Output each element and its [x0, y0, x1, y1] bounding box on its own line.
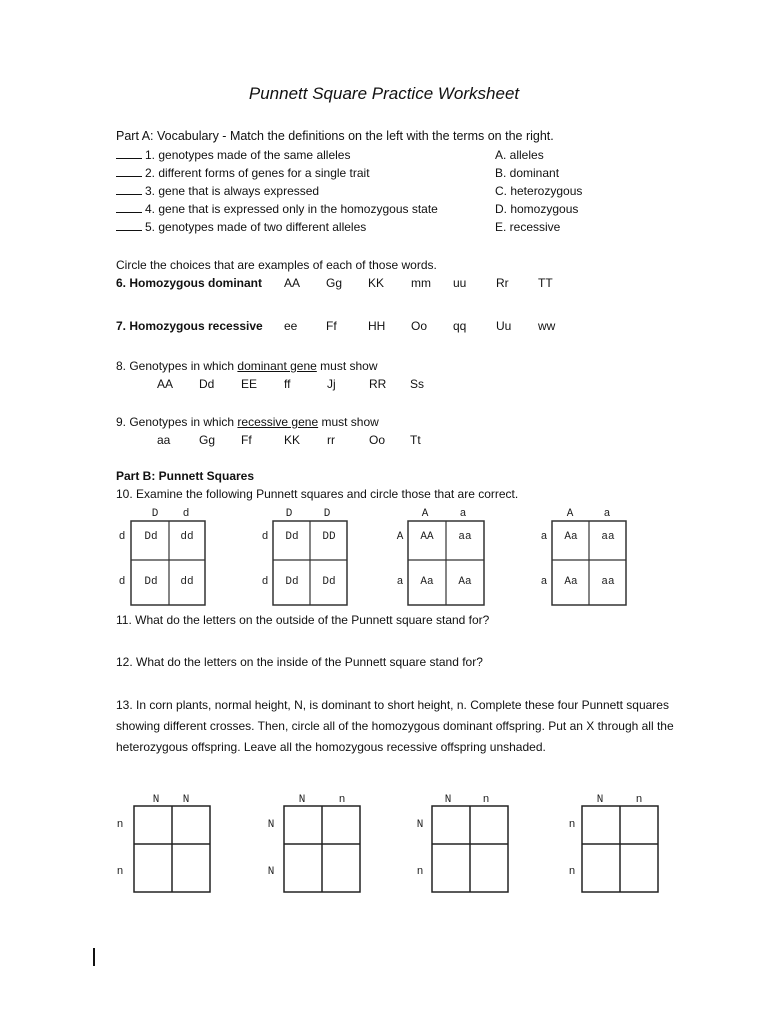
choice[interactable]: ww	[538, 319, 556, 333]
definition: 2. different forms of genes for a single trait	[145, 166, 370, 180]
question-13-line-3: heterozygous offspring. Leave all the homozygous recessive offspring unshaded.	[116, 740, 546, 754]
cell-genotype: Aa	[564, 531, 578, 543]
choice[interactable]: mm	[411, 276, 431, 290]
cell-genotype: AA	[420, 531, 434, 543]
side-allele: a	[540, 576, 548, 588]
question-12: 12. What do the letters on the inside of the Punnett square stand for?	[116, 655, 483, 669]
question-11: 11. What do the letters on the outside of the Punnett square stand for?	[116, 613, 490, 627]
top-allele: N	[152, 794, 160, 806]
side-allele: a	[396, 576, 404, 588]
choice[interactable]: Oo	[411, 319, 428, 333]
top-allele: n	[635, 794, 643, 806]
question-underline: dominant gene	[237, 359, 317, 373]
side-allele: d	[261, 531, 269, 543]
top-allele: D	[151, 508, 159, 520]
choice[interactable]: RR	[369, 377, 387, 391]
choice[interactable]: uu	[453, 276, 467, 290]
question-text: must show	[316, 359, 378, 373]
top-allele: N	[298, 794, 306, 806]
choice[interactable]: ff	[284, 377, 291, 391]
top-allele: N	[596, 794, 604, 806]
top-allele: a	[603, 508, 611, 520]
answer-blank[interactable]	[116, 202, 144, 216]
definition: 5. genotypes made of two different alleles	[145, 220, 367, 234]
cell-genotype: Dd	[144, 531, 158, 543]
side-allele: A	[396, 531, 404, 543]
side-allele: n	[116, 866, 124, 878]
top-allele: d	[182, 508, 190, 520]
choice[interactable]: AA	[157, 377, 174, 391]
side-allele: n	[116, 819, 124, 831]
choice[interactable]: EE	[241, 377, 258, 391]
punnett-square-1[interactable]	[116, 504, 216, 609]
choice[interactable]: Dd	[199, 377, 215, 391]
choice[interactable]: Rr	[496, 276, 509, 290]
cell-genotype: Aa	[458, 576, 472, 588]
top-allele: A	[421, 508, 429, 520]
term: A. alleles	[495, 148, 544, 162]
blank-punnett-square-3[interactable]	[410, 790, 520, 905]
choice[interactable]: Gg	[199, 433, 216, 447]
choice[interactable]: AA	[284, 276, 301, 290]
side-allele: d	[118, 531, 126, 543]
question-label: 6. Homozygous dominant	[116, 276, 263, 290]
top-allele: D	[285, 508, 293, 520]
circle-instruction: Circle the choices that are examples of each of those words.	[116, 258, 437, 272]
choice[interactable]: Ff	[241, 433, 252, 447]
side-allele: n	[568, 819, 576, 831]
choice[interactable]: rr	[327, 433, 335, 447]
answer-blank[interactable]	[116, 220, 144, 234]
definition: 3. gene that is always expressed	[145, 184, 320, 198]
top-allele: a	[459, 508, 467, 520]
term: D. homozygous	[495, 202, 579, 216]
blank-punnett-square-4[interactable]	[562, 790, 672, 905]
definition: 1. genotypes made of the same alleles	[145, 148, 351, 162]
top-allele: N	[182, 794, 190, 806]
cell-genotype: dd	[180, 531, 194, 543]
question-text: 8. Genotypes in which	[116, 359, 238, 373]
page-title: Punnett Square Practice Worksheet	[248, 84, 520, 103]
side-allele: N	[267, 866, 275, 878]
top-allele: A	[566, 508, 574, 520]
choice[interactable]: Ff	[326, 319, 337, 333]
cell-genotype: dd	[180, 576, 194, 588]
choice[interactable]: Gg	[326, 276, 343, 290]
cell-genotype: Aa	[564, 576, 578, 588]
choice[interactable]: qq	[453, 319, 467, 333]
term: C. heterozygous	[495, 184, 583, 198]
question-13-line-2: showing different crosses. Then, circle all of the homozygous dominant offspring. Put an X through all the	[116, 719, 674, 733]
side-allele: N	[416, 819, 424, 831]
question-text: 9. Genotypes in which	[116, 415, 238, 429]
top-allele: n	[482, 794, 490, 806]
side-allele: n	[416, 866, 424, 878]
answer-blank[interactable]	[116, 166, 144, 180]
side-allele: N	[267, 819, 275, 831]
cell-genotype: Dd	[144, 576, 158, 588]
question-text: must show	[318, 415, 379, 429]
top-allele: N	[444, 794, 452, 806]
punnett-square-3[interactable]	[394, 504, 494, 609]
question-10: 10. Examine the following Punnett squares and circle those that are correct.	[116, 487, 519, 501]
text-cursor	[93, 948, 95, 966]
top-allele: D	[323, 508, 331, 520]
choice[interactable]: Ss	[410, 377, 425, 391]
square-grid	[131, 521, 205, 605]
cell-genotype: DD	[322, 531, 336, 543]
top-allele: n	[338, 794, 346, 806]
side-allele: a	[540, 531, 548, 543]
cell-genotype: aa	[458, 531, 472, 543]
choice[interactable]: ee	[284, 319, 298, 333]
choice[interactable]: Tt	[410, 433, 421, 447]
side-allele: d	[118, 576, 126, 588]
question-8-label	[116, 359, 378, 373]
choice[interactable]: aa	[157, 433, 171, 447]
question-13-line-1: 13. In corn plants, normal height, N, is dominant to short height, n. Complete these four Punnett squares	[116, 698, 669, 712]
question-label: 7. Homozygous recessive	[116, 319, 263, 333]
choice[interactable]: KK	[368, 276, 385, 290]
choice[interactable]: Oo	[369, 433, 386, 447]
punnett-square-4[interactable]	[538, 504, 638, 609]
cell-genotype: Dd	[285, 576, 299, 588]
side-allele: d	[261, 576, 269, 588]
answer-blank[interactable]	[116, 184, 144, 198]
punnett-square-2[interactable]	[259, 504, 359, 609]
question-9-label	[116, 415, 379, 429]
choice[interactable]: TT	[538, 276, 553, 290]
term: E. recessive	[495, 220, 561, 234]
definition: 4. gene that is expressed only in the homozygous state	[145, 202, 438, 216]
choice[interactable]: Jj	[327, 377, 336, 391]
term: B. dominant	[495, 166, 560, 180]
side-allele: n	[568, 866, 576, 878]
answer-blank[interactable]	[116, 148, 144, 162]
cell-genotype: Dd	[285, 531, 299, 543]
cell-genotype: aa	[601, 576, 615, 588]
blank-punnett-square-2[interactable]	[262, 790, 372, 905]
part-b-heading: Part B: Punnett Squares	[116, 469, 255, 483]
cell-genotype: aa	[601, 531, 615, 543]
choice[interactable]: KK	[284, 433, 301, 447]
question-underline: recessive gene	[237, 415, 319, 429]
choice[interactable]: Uu	[496, 319, 512, 333]
cell-genotype: Dd	[322, 576, 336, 588]
choice[interactable]: HH	[368, 319, 386, 333]
blank-punnett-square-1[interactable]	[112, 790, 222, 905]
cell-genotype: Aa	[420, 576, 434, 588]
part-a-heading: Part A: Vocabulary - Match the definitions on the left with the terms on the right.	[116, 129, 554, 143]
